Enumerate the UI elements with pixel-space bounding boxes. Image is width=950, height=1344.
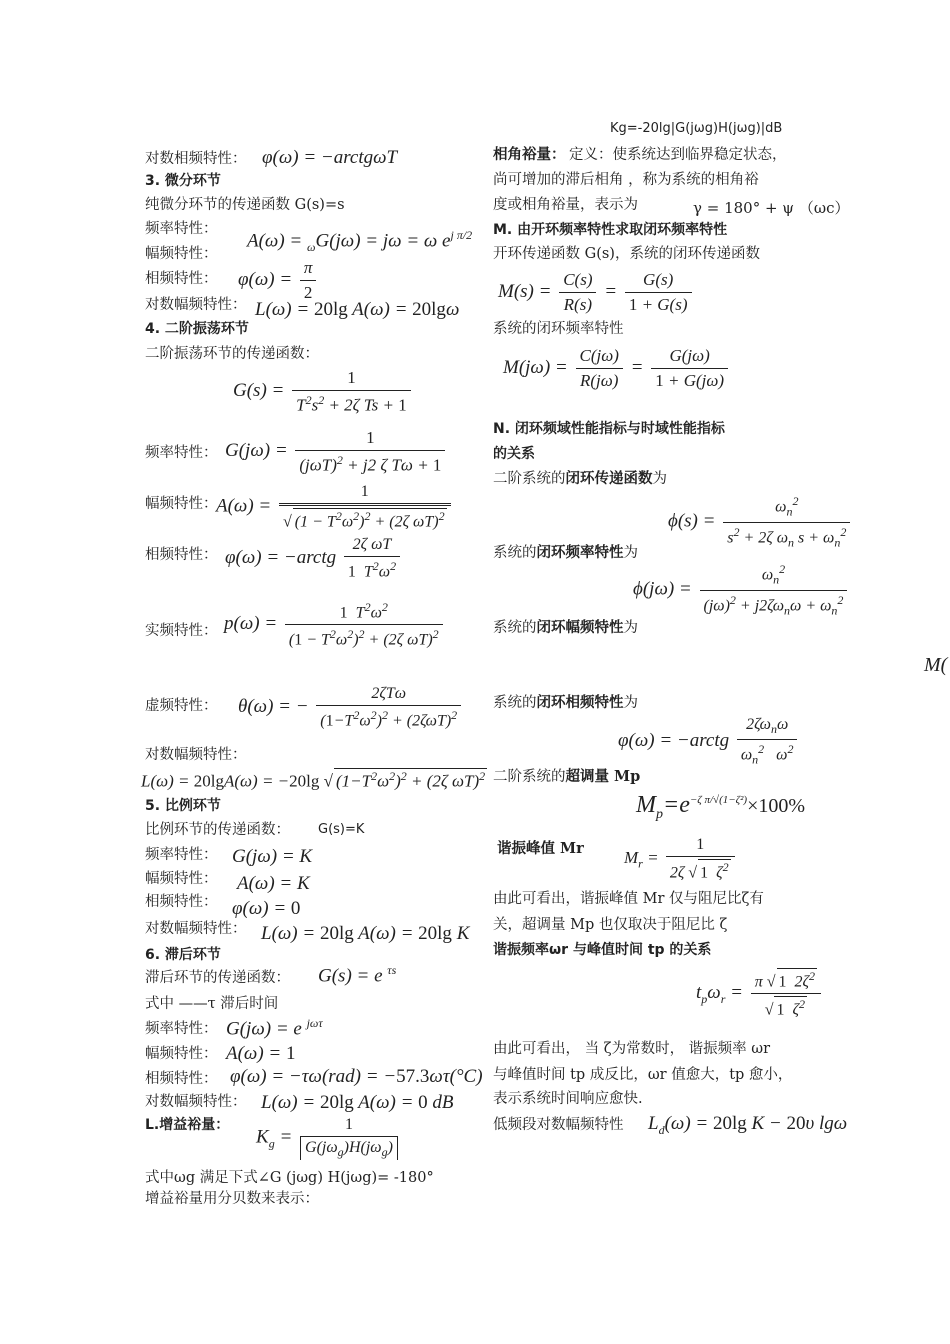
text-line: 频率特性： bbox=[145, 445, 218, 461]
section-heading: M. 由开环频率特性求取闭环频率特性 bbox=[493, 222, 728, 238]
formula-overshoot: $M_p=e^{-\zeta \pi/√(1-\zeta^2)}\times 100\%$ bbox=[636, 792, 806, 822]
text-line: 表示系统时间响应愈快. bbox=[493, 1091, 643, 1107]
formula-prop-freq: G(jω) = K bbox=[232, 846, 313, 867]
text-line: 纯微分环节的传递函数 G(s)=s bbox=[145, 197, 345, 213]
text-line: 式中ωg 满足下式∠G (jωg) H(jωg)= -180° bbox=[145, 1170, 434, 1186]
text-line: 相频特性： bbox=[145, 271, 218, 287]
text-line: 幅频特性： bbox=[145, 1046, 218, 1062]
term-bold: 相角裕量： bbox=[493, 146, 566, 163]
text-line: 频率特性： bbox=[145, 221, 218, 237]
section-heading: 6. 滞后环节 bbox=[145, 947, 221, 963]
text-line: 滞后环节的传递函数： bbox=[145, 970, 290, 986]
formula-osc-freq: G(jω) = $\frac{1}{(j\omega T)^2 + j2 \zeta T\omega + 1}$ bbox=[225, 428, 448, 476]
formula-closed-phase: φ(ω) = −arctg $\frac{2\zeta\omega_n\omega}{\omega_n^2 \omega^2}$ bbox=[618, 716, 800, 768]
text-line: Kg=-20lg|G(jωg)H(jωg)|dB bbox=[610, 121, 783, 136]
formula-phase-margin: γ = 180° + ψ （ωc） bbox=[693, 199, 850, 217]
formula-phase: φ(ω) = −arctgωT bbox=[262, 147, 398, 168]
section-heading: 3. 微分环节 bbox=[145, 173, 221, 189]
text-line: 尚可增加的滞后相角 ，称为系统的相角裕 bbox=[493, 172, 759, 188]
text-line: 系统的闭环相频特性为 bbox=[493, 694, 638, 711]
formula-osc-amp: A(ω) = $\frac{1}{√ (1 - T^2\omega^2)^2 + (2\zeta \omega T)^2}$ bbox=[216, 483, 454, 531]
text-line: 关，超调量 Mp 也仅取决于阻尼比 ζ bbox=[493, 917, 728, 933]
text-line: 二阶系统的超调量 Mp bbox=[493, 768, 641, 785]
text-line: 由此可看出，谐振峰值 Mr 仅与阻尼比ζ有 bbox=[493, 891, 764, 907]
section-heading: N. 闭环频域性能指标与时域性能指标 bbox=[493, 421, 725, 437]
formula-lowfreq-log: $L_d(\omega) = 20\lg$ K − 20υ lgω bbox=[648, 1113, 848, 1137]
text-line: 由此可看出， 当 ζ为常数时， 谐振频率 ωr bbox=[493, 1041, 771, 1057]
text-line: 系统的闭环频率特性 bbox=[493, 321, 624, 337]
formula-osc-phase: φ(ω) = −arctg $\frac{\text{2ζ ωT}}{1 T^2\omega^2}$ bbox=[225, 536, 403, 581]
text-line: 虚频特性： bbox=[145, 698, 218, 714]
text-line: 定义：使系统达到临界稳定状态， bbox=[569, 147, 787, 163]
formula-osc-log: L(ω) = 20lgA(ω) = −20lg √ $(1-T^2\omega^2)^2 + (2\zeta$ ωT)$^2$ bbox=[141, 769, 486, 791]
text-line: 相频特性： bbox=[145, 894, 218, 910]
text-line: 式中 ——τ 滞后时间 bbox=[145, 996, 279, 1012]
formula-lag-phase: φ(ω) = −τω(rad) = −57.3ωτ(°C) bbox=[230, 1066, 483, 1087]
section-heading: 的关系 bbox=[493, 446, 535, 462]
term-bold: 谐振峰值 Mr bbox=[497, 840, 584, 857]
formula-diff-log: L(ω) = 20lg A(ω) = 20lgω bbox=[255, 299, 460, 320]
clipped-formula-fragment: M( bbox=[924, 654, 948, 676]
formula-closed-tf: M(s) = $\frac{C(s)}{R(s)}$ = $\frac{G(s)}{1 + G(s)}$ bbox=[498, 270, 695, 315]
formula-second-order-freq: ϕ(jω) = $\frac{\omega_n^2}{(j\omega)^2 + j2\zeta\omega_n\omega + \omega_n^2}$ bbox=[633, 562, 850, 618]
text-line: 度或相角裕量，表示为 bbox=[493, 197, 638, 213]
text-line: 相频特性： bbox=[145, 1071, 218, 1087]
text-line: 低频段对数幅频特性 bbox=[493, 1117, 624, 1133]
text-line: 实频特性： bbox=[145, 623, 218, 639]
formula-second-order-tf: ϕ(s) = $\frac{\omega_n^2}{s^2 + 2\zeta \omega_n s + \omega_n^2}$ bbox=[668, 494, 853, 550]
formula-osc-tf: G(s) = $\frac{1}{T^2s^2 + 2\zeta Ts + 1}$ bbox=[233, 368, 414, 416]
section-heading: 5. 比例环节 bbox=[145, 798, 221, 814]
formula-resonant-freq: $t_p\omega_r$ = $\frac{\pi √ 1 2\zeta^2}{√ 1 \zeta^2}$ bbox=[696, 968, 824, 1020]
text-line: 相频特性： bbox=[145, 547, 218, 563]
section-heading: 4. 二阶振荡环节 bbox=[145, 321, 249, 337]
text-line: 与峰值时间 tp 成反比，ωr 值愈大，tp 愈小， bbox=[493, 1067, 793, 1083]
text-line: 比例环节的传递函数： bbox=[145, 822, 290, 838]
text-line: 对数相频特性： bbox=[145, 151, 247, 167]
text-inline: G(s)=K bbox=[318, 822, 365, 837]
formula-resonant-peak: $M_r$ = $\frac{1}{2\zeta √ 1 \zeta^2}$ bbox=[624, 836, 738, 882]
text-line: 对数幅频特性： bbox=[145, 297, 247, 313]
text-line: 对数幅频特性： bbox=[145, 921, 247, 937]
formula-gain-margin: $K_g$ = $\frac{1}{G(j\omega_g)H(j\omega_g)}$ bbox=[256, 1116, 401, 1160]
text-line: 开环传递函数 G(s)，系统的闭环传递函数 bbox=[493, 246, 760, 262]
text-line: 二阶系统的闭环传递函数为 bbox=[493, 470, 667, 487]
text-line: 频率特性： bbox=[145, 847, 218, 863]
text-line: 二阶振荡环节的传递函数： bbox=[145, 346, 319, 362]
formula-diff-freq: A(ω) = $_\omega$G(jω) = jω = ω $e^{j \pi/2}$ bbox=[247, 228, 473, 255]
formula-lag-log: L(ω) = 20lg A(ω) = 0 dB bbox=[261, 1092, 454, 1113]
text-line: 幅频特性： bbox=[145, 496, 218, 512]
formula-osc-real: p(ω) = $\frac{1 T^2\omega^2}{(1 - T^2\omega^2)^2 + (2\zeta \omega T)^2}$ bbox=[224, 600, 446, 650]
section-heading: 谐振频率ωr 与峰值时间 tp 的关系 bbox=[493, 942, 712, 958]
text-line: 幅频特性： bbox=[145, 871, 218, 887]
formula-closed-freq: M(jω) = $\frac{C(j\omega)}{R(j\omega)}$ = $\frac{G(j\omega)}{1 + G(j\omega)}$ bbox=[503, 346, 731, 391]
formula-prop-amp: A(ω) = K bbox=[237, 873, 310, 894]
formula-prop-phase: φ(ω) = 0 bbox=[232, 898, 301, 919]
text-line: 增益裕量用分贝数来表示： bbox=[145, 1191, 319, 1207]
formula-lag-amp: A(ω) = 1 bbox=[226, 1043, 296, 1064]
formula-osc-imag: θ(ω) = − $\frac{\text{2ζTω}}{(1-T^2\omega^2)^2 + (2\zeta\omega T)^2}$ bbox=[238, 685, 464, 730]
text-line: 幅频特性： bbox=[145, 246, 218, 262]
formula-diff-phase: φ(ω) = $\frac{\pi}{2}$ bbox=[238, 258, 319, 303]
section-heading: L.增益裕量： bbox=[145, 1117, 230, 1133]
formula-lag-tf: G(s) = e $^{\tau s}$ bbox=[318, 963, 397, 987]
formula-lag-freq: G(jω) = e $^{j\omega\tau}$ bbox=[226, 1016, 323, 1040]
text-line: 频率特性： bbox=[145, 1021, 218, 1037]
text-line: 对数幅频特性： bbox=[145, 747, 247, 763]
formula-prop-log: L(ω) = 20lg A(ω) = 20lg K bbox=[261, 923, 470, 944]
text-line: 系统的闭环幅频特性为 bbox=[493, 619, 638, 636]
text-line: 系统的闭环频率特性为 bbox=[493, 544, 638, 561]
text-line: 对数幅频特性： bbox=[145, 1094, 247, 1110]
